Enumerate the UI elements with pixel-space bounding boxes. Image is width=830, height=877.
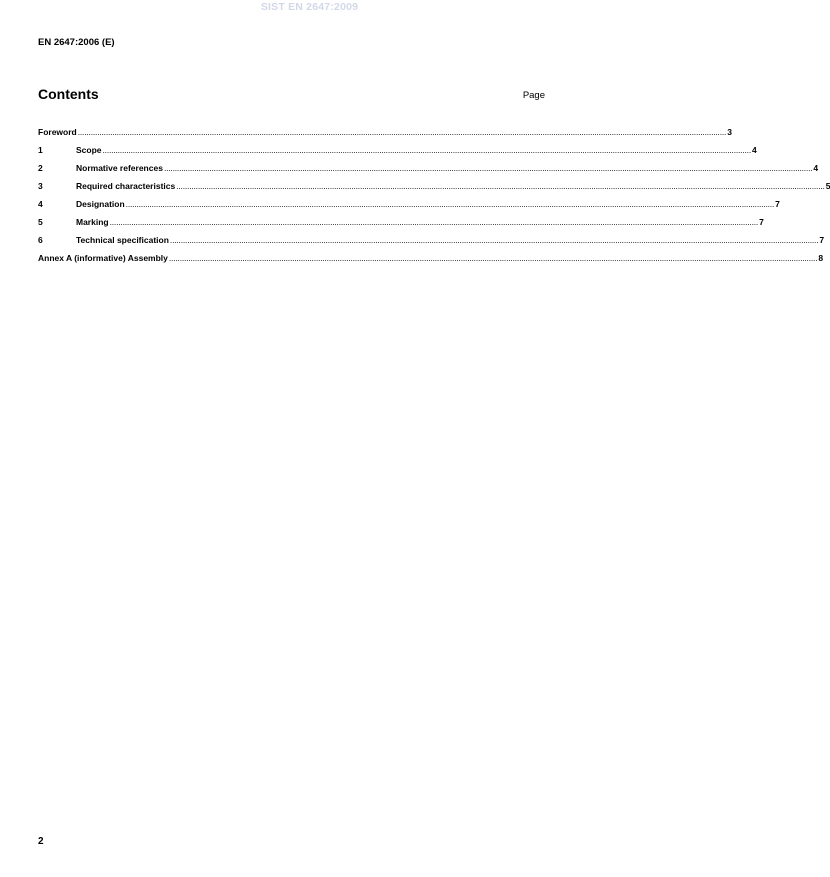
toc-entry-normative-references[interactable] — [38, 159, 819, 177]
toc-entry-title: Designation — [76, 199, 125, 209]
toc-entry-number: 5 — [38, 217, 43, 227]
toc-entry-title: Annex A (informative) Assembly — [38, 253, 168, 263]
toc-entry-page: 7 — [819, 235, 825, 245]
toc-dot-leader: ............................................................................................................................................................................................................................................................................................................ — [125, 199, 775, 209]
toc-dot-leader: ............................................................................................................................................................................................................................................................................................................ — [163, 163, 813, 173]
toc-entry-number: 4 — [38, 199, 43, 209]
toc-dot-leader: ............................................................................................................................................................................................................................................................................................................ — [168, 253, 818, 263]
toc-entry-number: 1 — [38, 145, 43, 155]
toc-entry-page: 8 — [818, 253, 824, 263]
toc-entry-title: Marking — [76, 217, 109, 227]
toc-entry-page: 4 — [752, 145, 757, 155]
toc-dot-leader: ............................................................................................................................................................................................................................................................................................................ — [169, 235, 819, 245]
toc-entry-number: 6 — [38, 235, 43, 245]
table-of-contents — [38, 123, 830, 267]
toc-entry-scope[interactable] — [38, 141, 757, 159]
toc-entry-required-characteristics[interactable] — [38, 177, 830, 195]
toc-entry-page: 7 — [775, 199, 780, 209]
toc-entry-page: 3 — [727, 127, 732, 137]
toc-entry-technical-specification[interactable] — [38, 231, 825, 249]
toc-entry-title: Required characteristics — [76, 181, 176, 191]
toc-dot-leader: ............................................................................................................................................................................................................................................................................................................ — [77, 127, 727, 137]
toc-entry-page: 7 — [759, 217, 764, 227]
toc-entry-number: 3 — [38, 181, 43, 191]
toc-dot-leader: ............................................................................................................................................................................................................................................................................................................ — [176, 181, 825, 191]
toc-entry-number: 2 — [38, 163, 43, 173]
page-number: 2 — [38, 836, 44, 847]
watermark: SIST EN 2647:2009 — [260, 1, 359, 13]
toc-entry-title: Scope — [76, 145, 102, 155]
toc-entry-title: Foreword — [38, 127, 77, 137]
page-column-label: Page — [522, 90, 545, 101]
toc-dot-leader: ............................................................................................................................................................................................................................................................................................................ — [102, 145, 751, 155]
toc-entry-foreword[interactable] — [38, 123, 732, 141]
toc-entry-page: 4 — [813, 163, 819, 173]
toc-entry-title: Normative references — [76, 163, 163, 173]
toc-entry-annex-a[interactable] — [38, 249, 824, 267]
toc-entry-page: 5 — [825, 181, 830, 191]
contents-heading: Contents — [38, 86, 99, 102]
toc-dot-leader: ............................................................................................................................................................................................................................................................................................................ — [109, 217, 759, 227]
toc-entry-title: Technical specification — [76, 235, 169, 245]
toc-entry-designation[interactable] — [38, 195, 780, 213]
toc-entry-marking[interactable] — [38, 213, 764, 231]
document-header: EN 2647:2006 (E) — [38, 37, 115, 48]
